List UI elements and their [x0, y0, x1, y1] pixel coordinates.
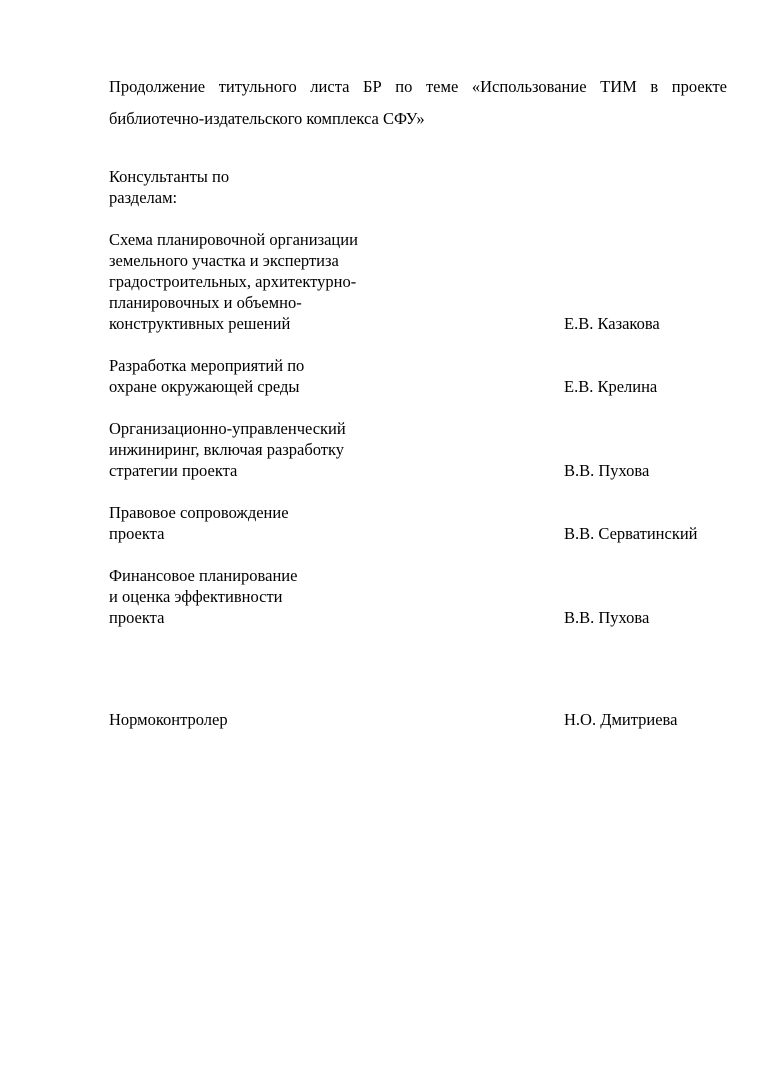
consultants-label-line: Консультанты по [109, 167, 230, 186]
normcontrol-label: Нормоконтролер [109, 710, 228, 729]
consultant-name: В.В. Пухова [564, 608, 650, 627]
section-title-line: проекта [109, 524, 165, 543]
consultant-section-management-engineering [109, 418, 729, 481]
section-title-line: Схема планировочной организации [109, 230, 358, 249]
section-title-line: проекта [109, 608, 165, 627]
section-title [109, 355, 409, 397]
section-title [109, 502, 409, 544]
consultant-name: Е.В. Крелина [564, 377, 658, 396]
consultant-name: В.В. Пухова [564, 461, 650, 480]
section-title-line: градостроительных, архитектурно- [109, 272, 357, 291]
section-title-line: инжиниринг, включая разработку [109, 440, 345, 459]
consultant-section-site-planning [109, 229, 729, 334]
consultant-section-environment [109, 355, 729, 397]
section-title-line: Правовое сопровождение [109, 503, 289, 522]
section-title [109, 229, 409, 334]
normcontrol-name: Н.О. Дмитриева [564, 710, 678, 729]
section-title-line: и оценка эффективности [109, 587, 283, 606]
section-title [109, 418, 409, 481]
section-title [109, 565, 409, 628]
consultants-label-line: разделам: [109, 188, 178, 207]
section-title-line: конструктивных решений [109, 314, 291, 333]
consultants-label [109, 166, 309, 208]
page-heading: Продолжение титульного листа БР по теме «Использование ТИМ в проекте библиотечно-издательского комплекса СФУ» [109, 77, 727, 128]
consultant-section-financial-planning [109, 565, 729, 628]
section-title-line: охране окружающей среды [109, 377, 300, 396]
consultant-name: В.В. Серватинский [564, 524, 698, 543]
consultant-name: Е.В. Казакова [564, 314, 660, 333]
section-title-line: Организационно-управленческий [109, 419, 346, 438]
section-title-line: стратегии проекта [109, 461, 238, 480]
section-title-line: земельного участка и экспертиза [109, 251, 339, 270]
section-title-line: Финансовое планирование [109, 566, 298, 585]
section-title-line: Разработка мероприятий по [109, 356, 305, 375]
normcontrol-row [109, 709, 729, 730]
consultant-section-legal-support [109, 502, 729, 544]
section-title-line: планировочных и объемно- [109, 293, 302, 312]
